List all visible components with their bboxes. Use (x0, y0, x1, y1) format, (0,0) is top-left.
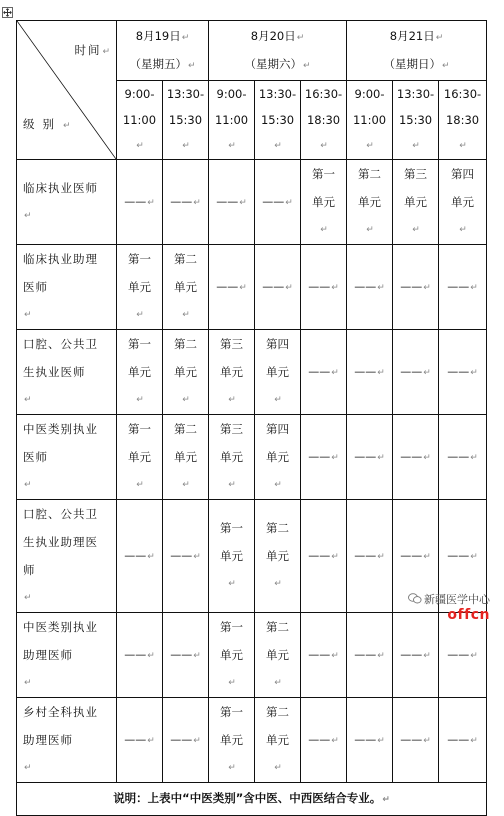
no-session-cell: ——↵ (439, 613, 487, 698)
category-line: 助理医师 ↵ (23, 648, 73, 688)
session-unit-cell: 第三 单元 ↵ (209, 330, 255, 415)
time-slot-cell: 9:00- 11:00 ↵ (117, 81, 163, 160)
table-row (17, 160, 487, 245)
session-unit-cell: 第一 单元 ↵ (117, 245, 163, 330)
no-session-cell: ——↵ (209, 245, 255, 330)
category-line: 口腔、公共卫 (23, 507, 98, 521)
watermark (408, 593, 490, 622)
no-session-cell: ——↵ (347, 613, 393, 698)
session-unit-cell: 第二 单元 ↵ (163, 245, 209, 330)
no-session-cell: ——↵ (393, 698, 439, 783)
table-move-handle[interactable] (2, 7, 13, 18)
no-session-cell: ——↵ (347, 415, 393, 500)
no-session-cell: ——↵ (163, 160, 209, 245)
category-line: 师 ↵ (23, 563, 36, 603)
no-session-cell: ——↵ (439, 245, 487, 330)
category-cell (17, 613, 117, 698)
session-unit-cell: 第一 单元 ↵ (209, 613, 255, 698)
date-header-day2: 8月20日↵ （星期六）↵ (209, 21, 347, 81)
watermark-caption: 新疆医学中心 (408, 593, 490, 607)
no-session-cell: ——↵ (301, 613, 347, 698)
time-slot-cell: 9:00- 11:00 ↵ (209, 81, 255, 160)
session-unit-cell: 第一 单元 ↵ (117, 415, 163, 500)
session-unit-cell: 第四 单元 ↵ (255, 415, 301, 500)
no-session-cell: ——↵ (393, 500, 439, 613)
time-slot-cell: 13:30- 15:30 ↵ (255, 81, 301, 160)
time-slot-cell: 13:30- 15:30 ↵ (393, 81, 439, 160)
no-session-cell: ——↵ (117, 698, 163, 783)
category-line: 生执业助理医 (23, 535, 98, 549)
category-line: 口腔、公共卫 (23, 337, 98, 351)
date-header-day1: 8月19日↵ （星期五）↵ (117, 21, 209, 81)
no-session-cell: ——↵ (301, 415, 347, 500)
table-row (17, 415, 487, 500)
no-session-cell: ——↵ (347, 330, 393, 415)
category-cell (17, 698, 117, 783)
time-slot-cell: 13:30- 15:30 ↵ (163, 81, 209, 160)
note-row (17, 783, 487, 816)
no-session-cell: ——↵ (163, 698, 209, 783)
session-unit-cell: 第一 单元 ↵ (209, 500, 255, 613)
level-label: 级别↵ (23, 117, 79, 131)
time-slot-cell: 16:30- 18:30 ↵ (301, 81, 347, 160)
no-session-cell: ——↵ (301, 698, 347, 783)
category-cell (17, 245, 117, 330)
category-line: 生执业医师 ↵ (23, 365, 86, 405)
category-cell (17, 500, 117, 613)
no-session-cell: ——↵ (393, 245, 439, 330)
session-unit-cell: 第三 单元 ↵ (209, 415, 255, 500)
no-session-cell: ——↵ (393, 613, 439, 698)
session-unit-cell: 第二 单元 ↵ (163, 330, 209, 415)
category-line: 乡村全科执业 (23, 705, 98, 719)
no-session-cell: ——↵ (117, 160, 163, 245)
session-unit-cell: 第二 单元 ↵ (255, 698, 301, 783)
no-session-cell: ——↵ (439, 698, 487, 783)
no-session-cell: ——↵ (439, 500, 487, 613)
no-session-cell: ——↵ (393, 415, 439, 500)
category-cell (17, 330, 117, 415)
category-line: 中医类别执业 (23, 620, 98, 634)
session-unit-cell: 第二 单元 ↵ (163, 415, 209, 500)
no-session-cell: ——↵ (163, 613, 209, 698)
time-slot-cell: 9:00- 11:00 ↵ (347, 81, 393, 160)
session-unit-cell: 第一 单元 ↵ (117, 330, 163, 415)
category-cell (17, 415, 117, 500)
table-row (17, 245, 487, 330)
no-session-cell: ——↵ (301, 500, 347, 613)
session-unit-cell: 第二 单元 ↵ (255, 500, 301, 613)
session-unit-cell: 第四 单元 ↵ (439, 160, 487, 245)
no-session-cell: ——↵ (347, 698, 393, 783)
no-session-cell: ——↵ (117, 500, 163, 613)
category-line: 助理医师 ↵ (23, 733, 73, 773)
no-session-cell: ——↵ (439, 330, 487, 415)
no-session-cell: ——↵ (117, 613, 163, 698)
category-line: 临床执业助理 (23, 252, 98, 266)
time-slot-cell: 16:30- 18:30 ↵ (439, 81, 487, 160)
session-unit-cell: 第一 单元 ↵ (301, 160, 347, 245)
move-cross-icon (3, 8, 12, 17)
category-line: 医师 ↵ (23, 450, 48, 490)
table-row (17, 613, 487, 698)
session-unit-cell: 第一 单元 ↵ (209, 698, 255, 783)
session-unit-cell: 第四 单元 ↵ (255, 330, 301, 415)
no-session-cell: ——↵ (393, 330, 439, 415)
no-session-cell: ——↵ (163, 500, 209, 613)
category-line: 临床执业医师 ↵ (23, 181, 98, 221)
table-row (17, 698, 487, 783)
note-cell: 说明：上表中“中医类别”含中医、中西医结合专业。↵ (17, 783, 487, 816)
exam-schedule-table (16, 20, 487, 816)
no-session-cell: ——↵ (255, 245, 301, 330)
no-session-cell: ——↵ (439, 415, 487, 500)
session-unit-cell: 第二 单元 ↵ (347, 160, 393, 245)
category-line: 中医类别执业 (23, 422, 98, 436)
no-session-cell: ——↵ (255, 160, 301, 245)
category-cell (17, 160, 117, 245)
no-session-cell: ——↵ (301, 245, 347, 330)
no-session-cell: ——↵ (209, 160, 255, 245)
no-session-cell: ——↵ (347, 245, 393, 330)
category-line: 医师 ↵ (23, 280, 48, 320)
time-label: 时间↵ (74, 43, 112, 57)
session-unit-cell: 第三 单元 ↵ (393, 160, 439, 245)
wechat-icon (408, 593, 422, 607)
no-session-cell: ——↵ (347, 500, 393, 613)
offcn-logo: offcn (447, 607, 490, 623)
date-header-day3: 8月21日↵ （星期日）↵ (347, 21, 487, 81)
table-body (17, 21, 487, 816)
header-date-row (17, 21, 487, 81)
no-session-cell: ——↵ (301, 330, 347, 415)
session-unit-cell: 第二 单元 ↵ (255, 613, 301, 698)
table-row (17, 330, 487, 415)
corner-header-cell (17, 21, 117, 160)
